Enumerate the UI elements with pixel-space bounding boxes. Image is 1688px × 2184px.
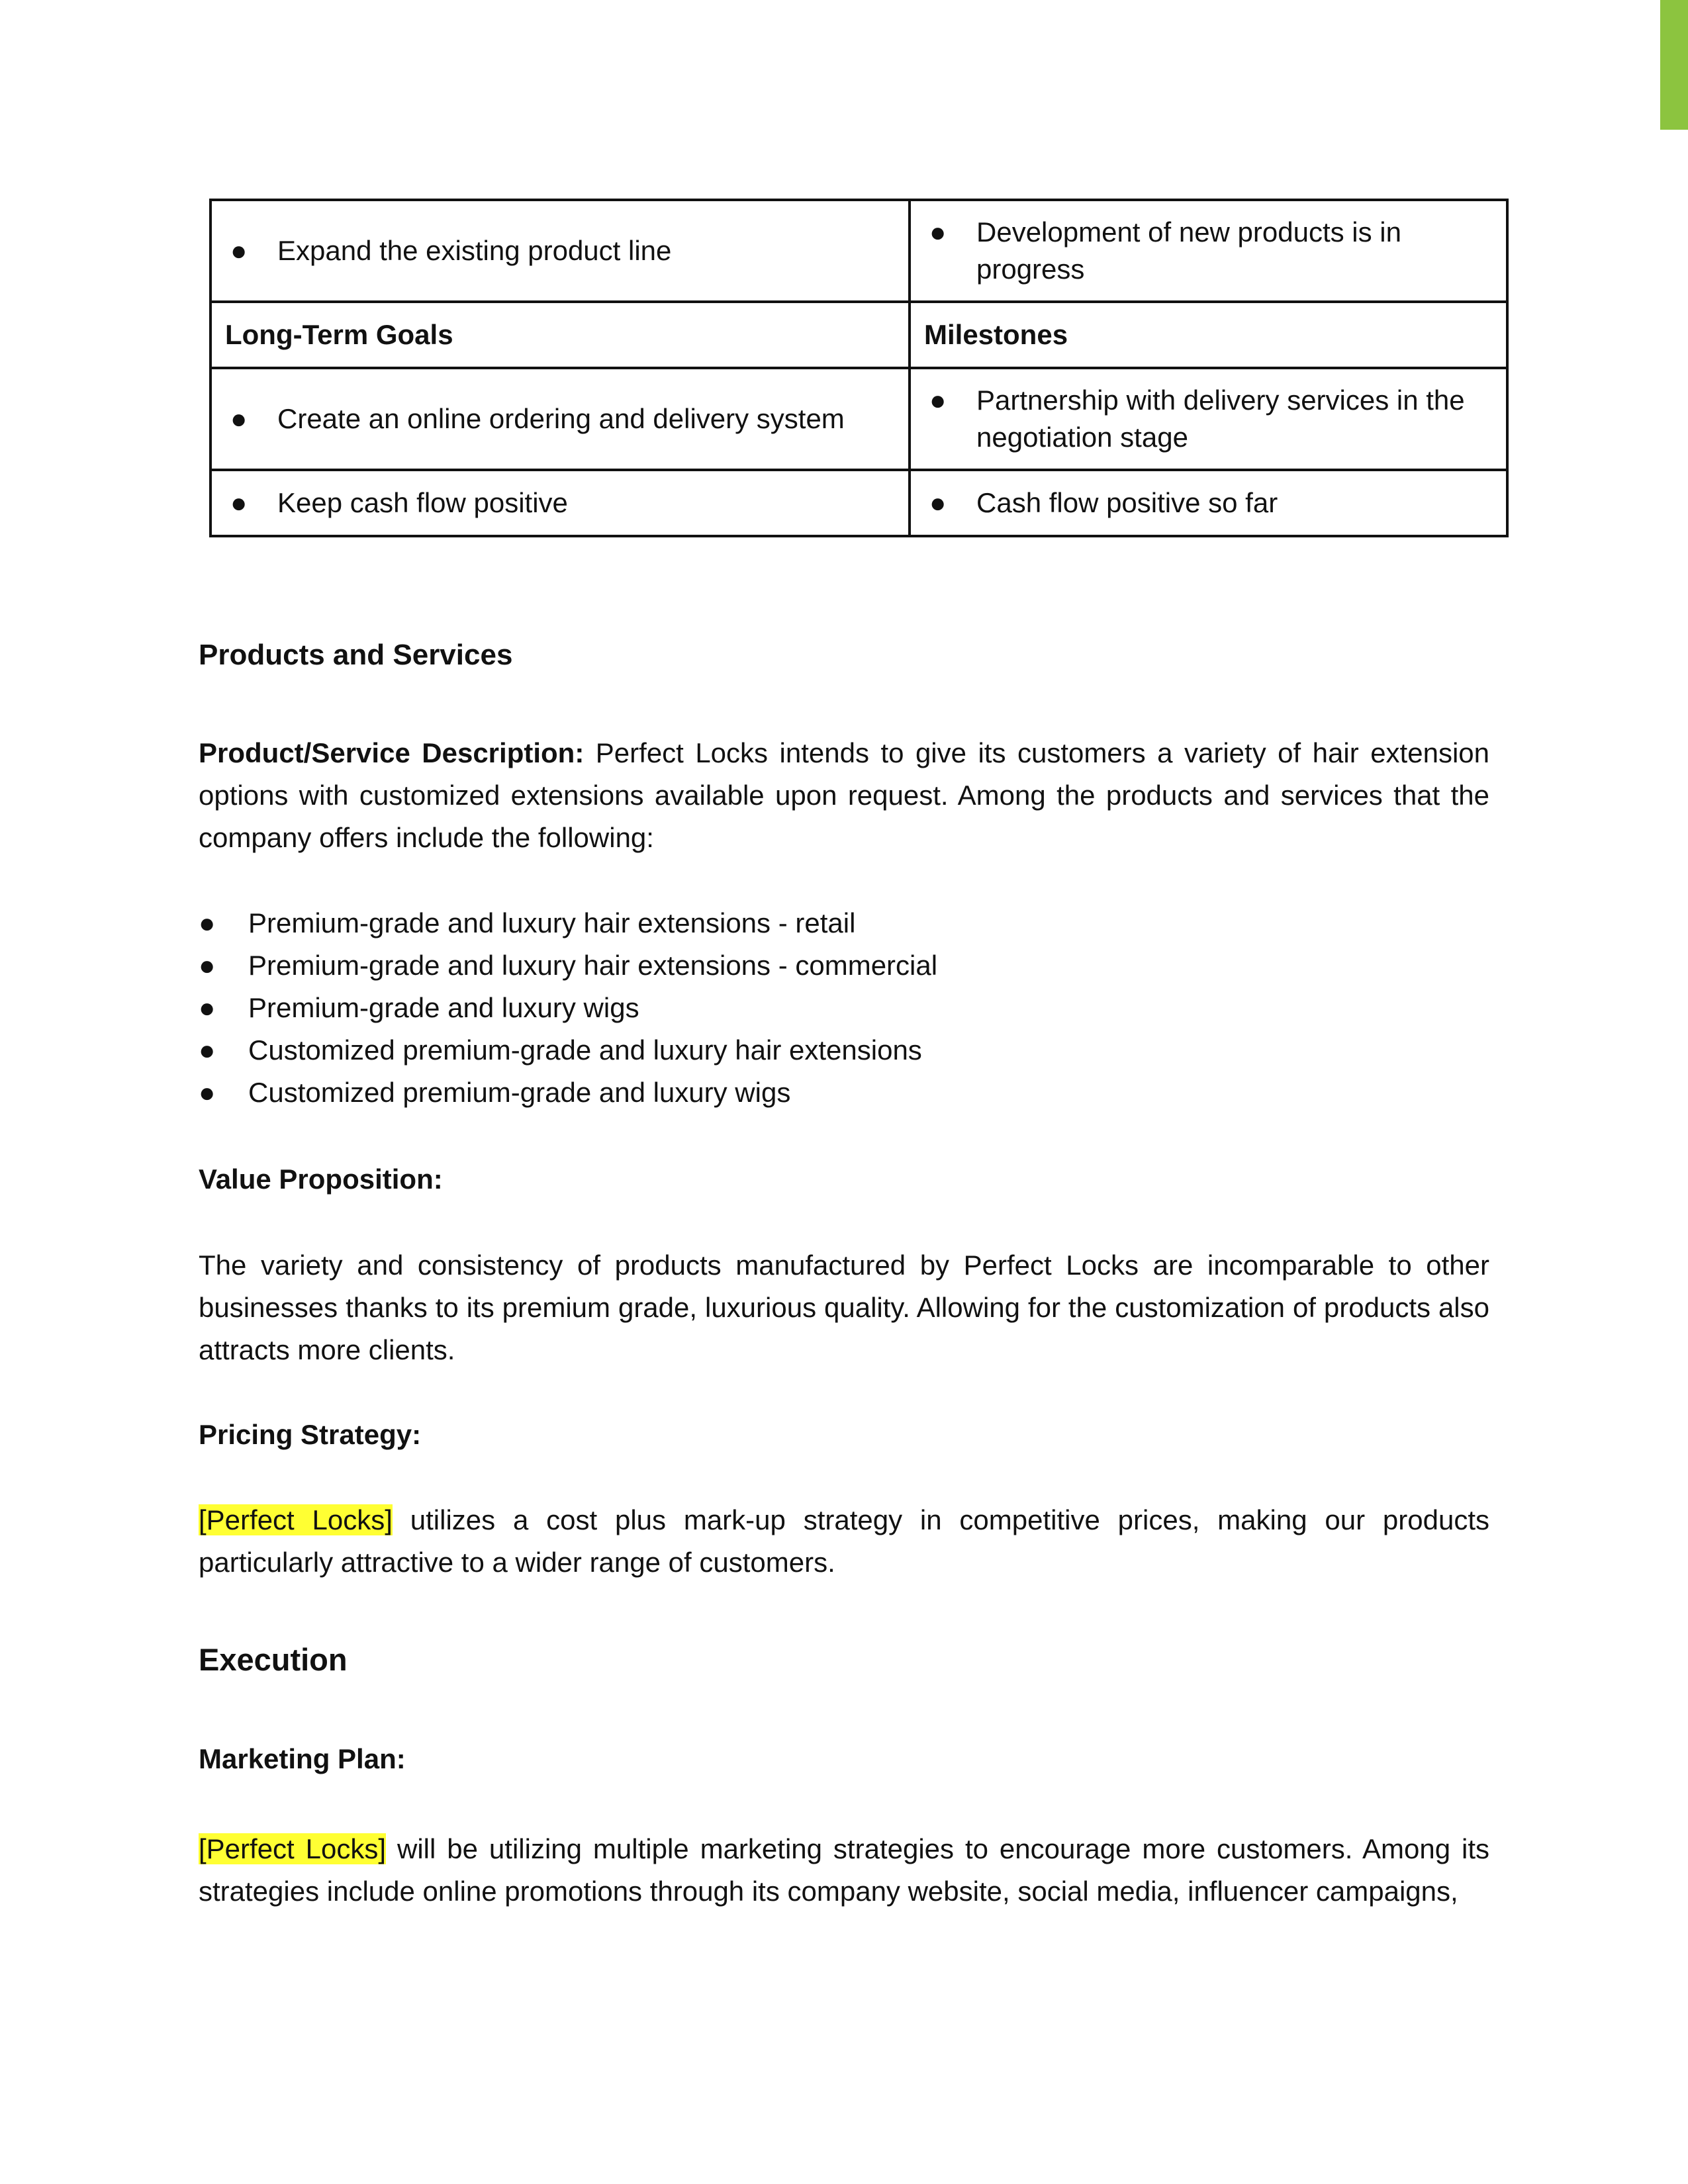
table-header-row: [211, 302, 1507, 368]
highlighted-company-name: [Perfect Locks]: [199, 1504, 393, 1535]
table-row: [211, 200, 1507, 302]
bullet-icon: ●: [230, 487, 248, 518]
bullet-icon: ●: [929, 385, 947, 416]
table-cell: [910, 368, 1507, 470]
long-term-goals-header: Long-Term Goals: [211, 302, 910, 368]
table-cell: [211, 470, 910, 536]
list-item: [199, 1071, 1489, 1114]
execution-heading: Execution: [199, 1642, 348, 1677]
pricing-strategy-paragraph: [199, 1499, 1489, 1584]
milestone-text: Partnership with delivery services in the negotiation stage: [976, 385, 1465, 453]
milestones-header: Milestones: [910, 302, 1507, 368]
pricing-strategy-text: utilizes a cost plus mark-up strategy in competitive prices, making our products particularly attractive to a wider range of customers.: [199, 1504, 1489, 1578]
goals-milestones-table: [209, 199, 1509, 537]
goal-text: Create an online ordering and delivery system: [277, 403, 845, 434]
list-item: [199, 902, 1489, 944]
bullet-icon: ●: [230, 403, 248, 434]
highlighted-company-name: [Perfect Locks]: [199, 1833, 387, 1864]
product-description-label: Product/Service Description:: [199, 737, 585, 768]
pricing-strategy-heading: Pricing Strategy:: [199, 1419, 422, 1450]
marketing-plan-heading: Marketing Plan:: [199, 1743, 406, 1774]
table-cell: [211, 200, 910, 302]
value-proposition-text: The variety and consistency of products manufactured by Perfect Locks are incomparable to other businesses thanks to its premium grade, luxurious quality. Allowing for the customization of products also attracts more clients.: [199, 1250, 1489, 1365]
bullet-icon: ●: [199, 1034, 216, 1066]
bullet-icon: ●: [199, 950, 216, 981]
table-cell: [211, 368, 910, 470]
list-item-text: Premium-grade and luxury hair extensions - commercial: [248, 950, 938, 981]
marketing-plan-text: will be utilizing multiple marketing strategies to encourage more customers. Among its strategies include online promotions through its company website, social media, influencer campaigns,: [199, 1833, 1490, 1907]
milestone-text: Cash flow positive so far: [976, 487, 1278, 518]
goal-text: Expand the existing product line: [277, 235, 672, 266]
table-row: [211, 368, 1507, 470]
table-row: [211, 470, 1507, 536]
list-item-text: Customized premium-grade and luxury hair extensions: [248, 1034, 922, 1066]
product-description: [199, 732, 1489, 859]
product-list: [199, 902, 1489, 1114]
side-accent-tab: [1660, 0, 1688, 130]
bullet-icon: ●: [929, 487, 947, 518]
list-item-text: Premium-grade and luxury wigs: [248, 992, 639, 1023]
goal-text: Keep cash flow positive: [277, 487, 568, 518]
bullet-icon: ●: [199, 1077, 216, 1108]
product-description-paragraph: [199, 732, 1489, 859]
product-description-text: Perfect Locks intends to give its customers a variety of hair extension options with customized extensions available upon request. Among the products and services that the company offers include the following:: [199, 737, 1489, 853]
table-cell: [910, 200, 1507, 302]
bullet-icon: ●: [230, 235, 248, 266]
marketing-plan-paragraph: [199, 1828, 1489, 1913]
product-list-items: [199, 902, 1489, 1114]
pricing-strategy: [199, 1499, 1489, 1584]
list-item-text: Premium-grade and luxury hair extensions - retail: [248, 907, 856, 938]
bullet-icon: ●: [929, 216, 947, 248]
bullet-icon: ●: [199, 907, 216, 938]
list-item: [199, 987, 1489, 1029]
table-cell: [910, 470, 1507, 536]
milestone-text: Development of new products is in progress: [976, 216, 1401, 285]
bullet-icon: ●: [199, 992, 216, 1023]
value-proposition: [199, 1244, 1489, 1371]
value-proposition-heading: Value Proposition:: [199, 1163, 443, 1195]
list-item: [199, 944, 1489, 987]
list-item: [199, 1029, 1489, 1071]
marketing-plan: [199, 1828, 1489, 1913]
list-item-text: Customized premium-grade and luxury wigs: [248, 1077, 791, 1108]
products-services-heading: Products and Services: [199, 639, 513, 671]
